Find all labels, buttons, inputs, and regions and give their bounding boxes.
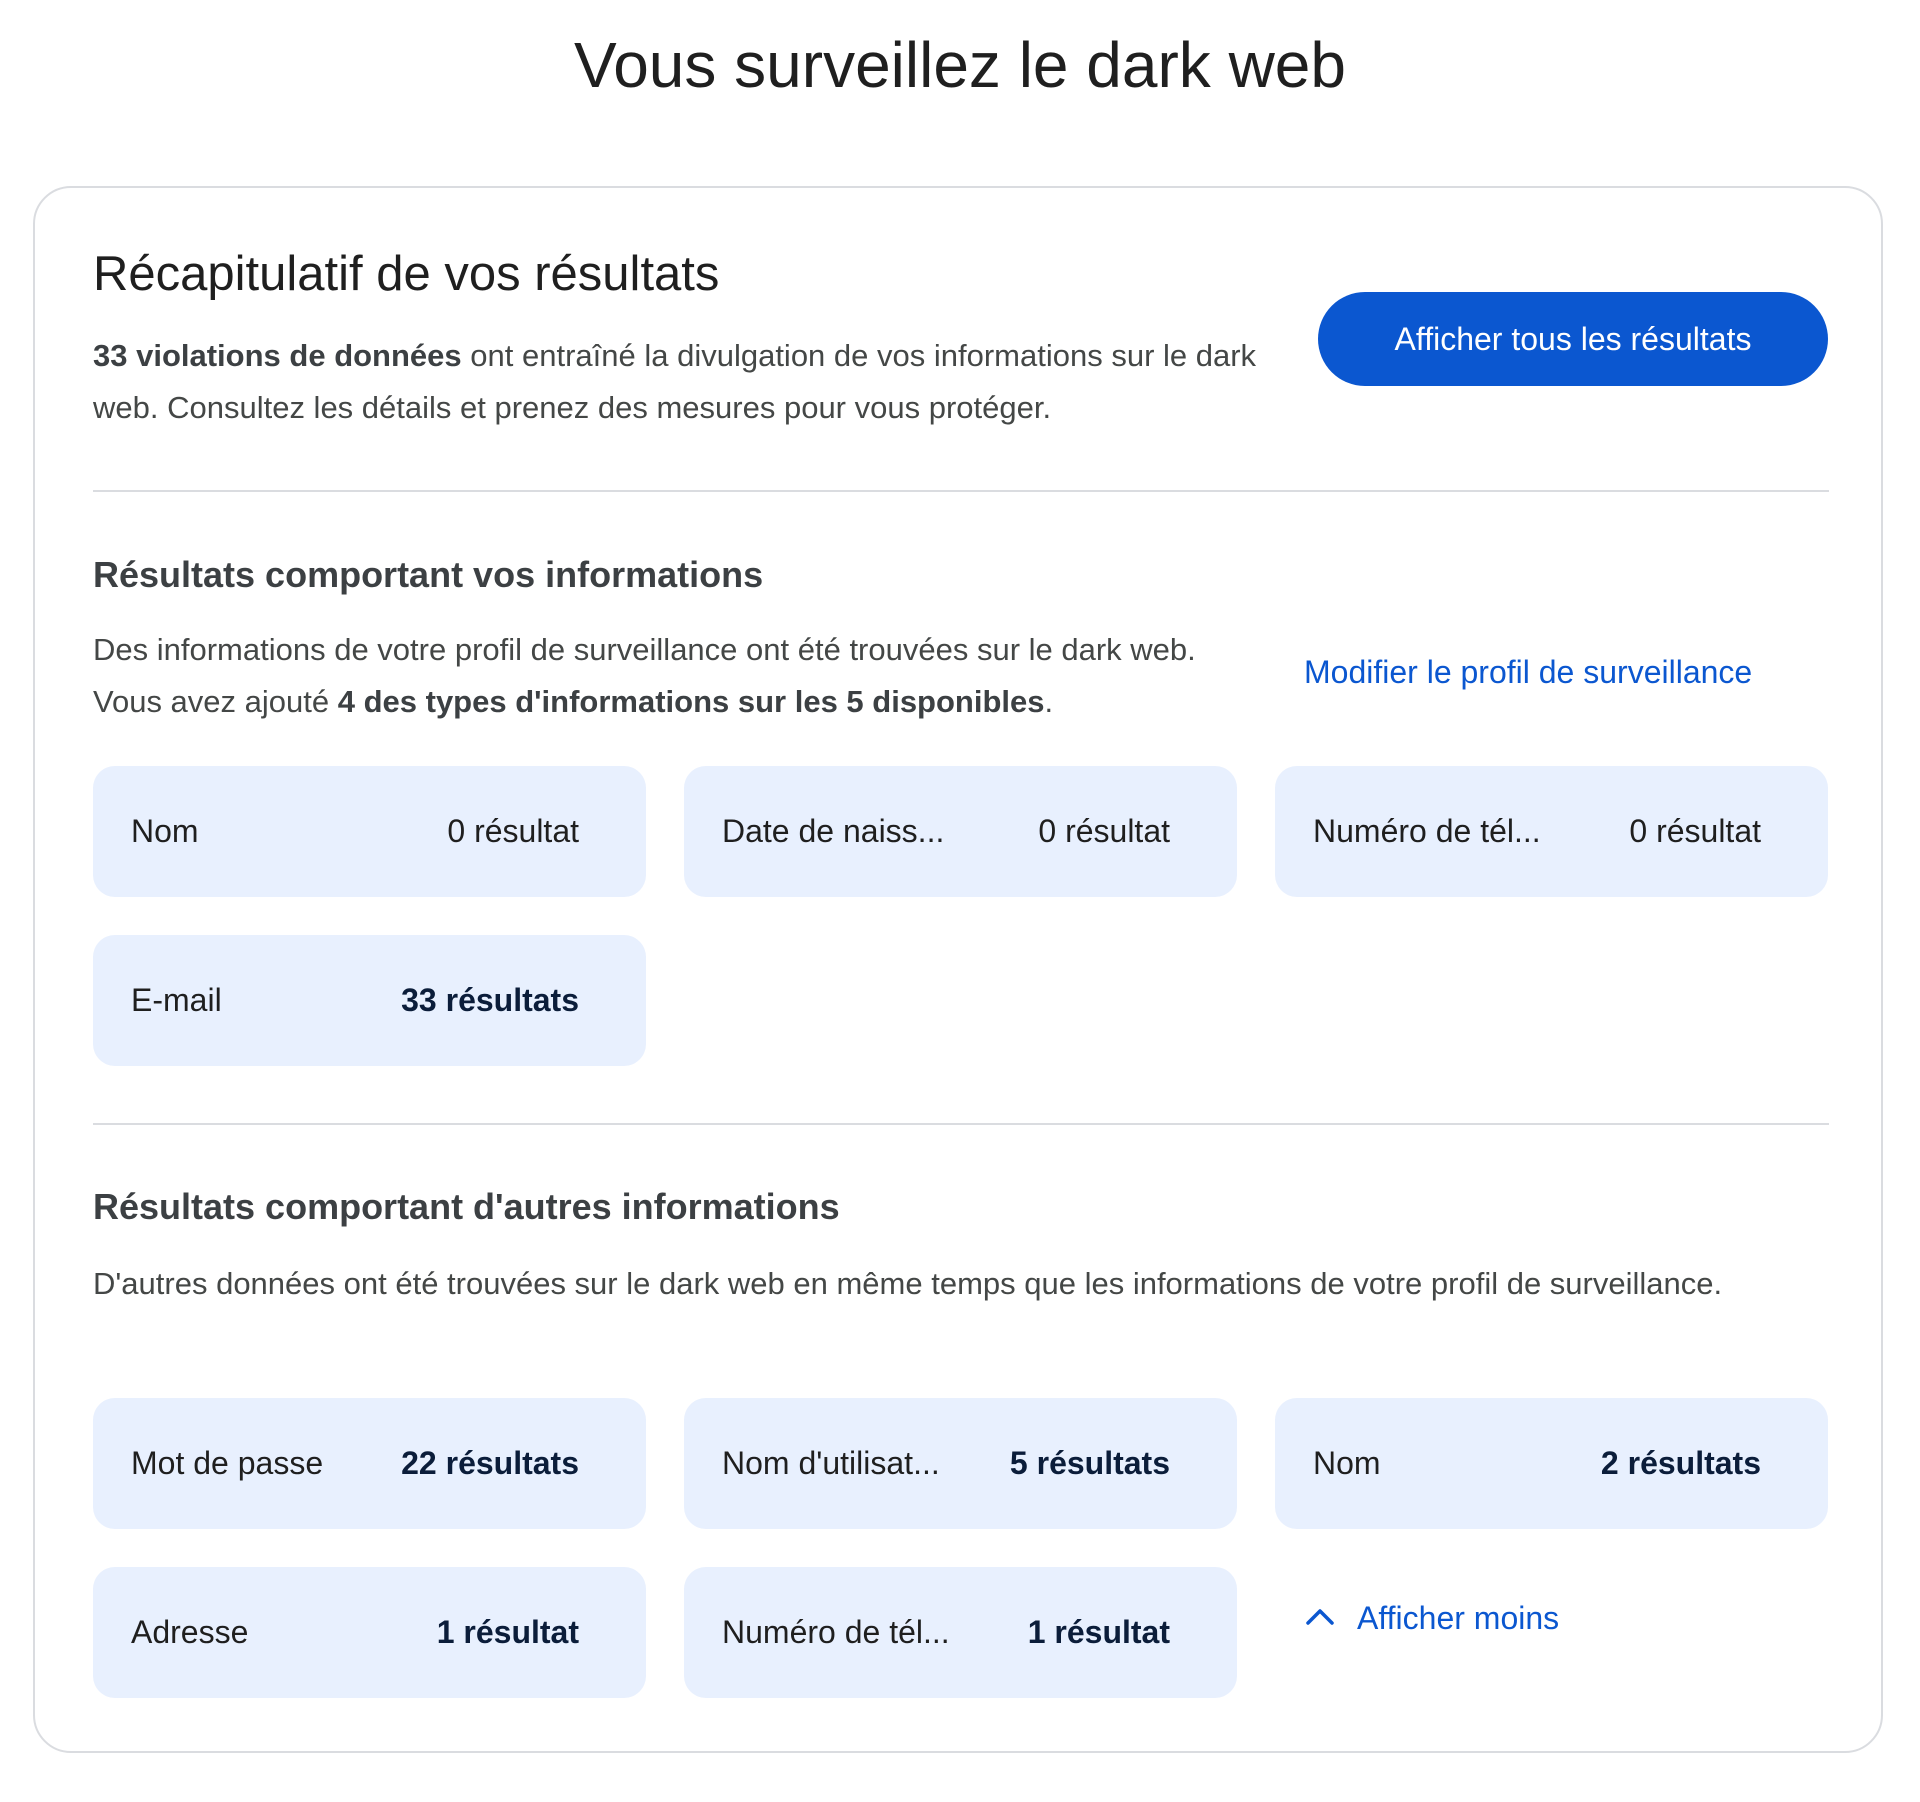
result-tile-name[interactable] (93, 766, 646, 897)
result-tile-other-name[interactable] (1275, 1398, 1828, 1529)
tile-label: Nom (131, 813, 199, 849)
result-tile-birthdate[interactable] (684, 766, 1237, 897)
tile-value: 2 résultats (1600, 1445, 1761, 1481)
summary-title: Récapitulatif de vos résultats (93, 247, 720, 301)
other-info-text: D'autres données ont été trouvées sur le dark web en même temps que les informations de votre profil de surveillance. (93, 1266, 1723, 1301)
tile-value: 1 résultat (1027, 1614, 1170, 1650)
tile-label: Nom (1313, 1445, 1381, 1481)
tile-value: 0 résultat (447, 813, 579, 849)
show-less-button[interactable] (1305, 1600, 1559, 1637)
violations-count: 33 violations de données (93, 338, 462, 373)
summary-text-rest: ont entraîné la divulgation de vos informations sur le dark web. Consultez les détails et prenez des mesures pour vous protéger. (93, 338, 1257, 425)
chevron-up-icon (1305, 1606, 1335, 1631)
other-info-title: Résultats comportant d'autres informations (93, 1186, 840, 1227)
result-tile-password[interactable] (93, 1398, 646, 1529)
tile-label: Mot de passe (131, 1445, 324, 1481)
your-info-text-start: Des informations de votre profil de surveillance ont été trouvées sur le dark web. Vous avez ajouté (93, 632, 1196, 719)
show-all-results-button[interactable]: Afficher tous les résultats (1318, 292, 1828, 386)
tile-label: Nom d'utilisat... (722, 1445, 940, 1481)
result-tile-address[interactable] (93, 1567, 646, 1698)
tile-label: Date de naiss... (722, 813, 945, 849)
your-info-text (93, 624, 1273, 728)
divider (93, 1123, 1829, 1125)
tile-value: 22 résultats (401, 1445, 579, 1481)
result-tile-email[interactable] (93, 935, 646, 1066)
tile-label: Numéro de tél... (722, 1614, 950, 1650)
tile-label: Adresse (131, 1614, 249, 1650)
tile-value: 5 résultats (1009, 1445, 1170, 1481)
tile-label: Numéro de tél... (1313, 813, 1541, 849)
divider (93, 490, 1829, 492)
show-less-label: Afficher moins (1357, 1600, 1560, 1636)
page-title: Vous surveillez le dark web (574, 29, 1346, 101)
tile-value: 0 résultat (1038, 813, 1170, 849)
your-info-text-end: . (1044, 684, 1054, 719)
info-types-count: 4 des types d'informations sur les 5 disponibles (337, 684, 1045, 719)
result-tile-phone[interactable] (1275, 766, 1828, 897)
result-tile-username[interactable] (684, 1398, 1237, 1529)
result-tile-other-phone[interactable] (684, 1567, 1237, 1698)
summary-text (93, 330, 1303, 434)
results-card (33, 186, 1883, 1753)
tile-label: E-mail (131, 982, 222, 1018)
your-info-title: Résultats comportant vos informations (93, 554, 764, 595)
tile-value: 0 résultat (1629, 813, 1761, 849)
tile-value: 1 résultat (436, 1614, 579, 1650)
edit-monitoring-profile-link[interactable]: Modifier le profil de surveillance (1304, 654, 1753, 690)
tile-value: 33 résultats (401, 982, 579, 1018)
